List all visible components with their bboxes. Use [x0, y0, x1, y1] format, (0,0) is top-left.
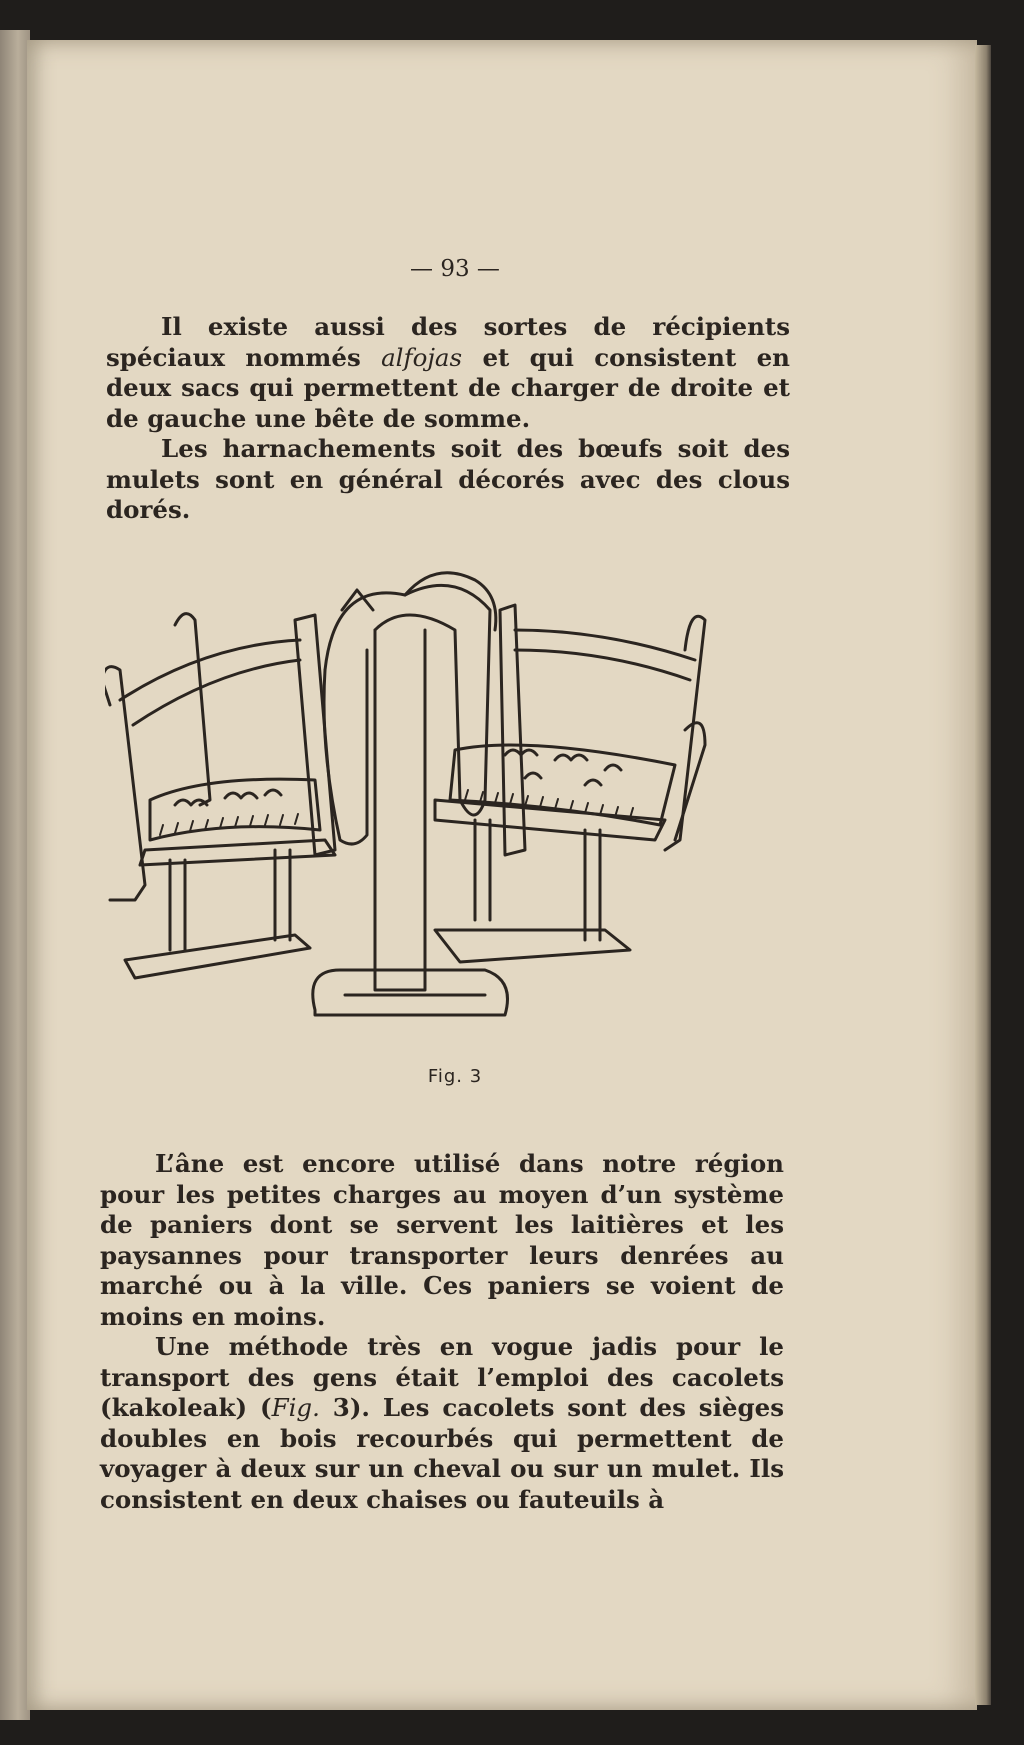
cacolet-illustration	[105, 550, 795, 1070]
paragraph-alfojas-start: Il existe aussi des sortes de récipients spéciaux nommés	[106, 312, 790, 372]
italic-fig-ref: Fig.	[271, 1393, 320, 1422]
italic-term-alfojas: alfojas	[381, 342, 463, 372]
page-edge-stack	[975, 45, 991, 1705]
paragraph-cacolets-start: Une méthode très en vogue jadis pour le transport des gens était l’emploi des cacolets (kakoleak) (	[100, 1332, 784, 1422]
paragraph-cacolets-end: 3). Les cacolets sont des sièges doubles en bois recourbés qui permettent de voyager à deux sur un cheval ou sur un mulet. Ils consistent en deux chaises ou fauteuils à	[100, 1393, 784, 1514]
paragraph-alfojas-end: et qui consistent en deux sacs qui permettent de charger de droite et de gauche une bête de somme.	[106, 342, 790, 433]
paragraph-cacolets	[100, 1332, 784, 1515]
left-page-edge	[0, 30, 30, 1720]
figure-caption: Fig. 3	[427, 1066, 483, 1087]
paragraph-alfojas	[106, 312, 790, 434]
paragraph-harnachements: Les harnachements soit des bœufs soit des mulets sont en général décorés avec des clous dorés.	[106, 434, 790, 524]
top-text	[106, 312, 790, 526]
bottom-text	[100, 1149, 784, 1515]
paragraph-ane: L’âne est encore utilisé dans notre région pour les petites charges au moyen d’un système de paniers dont se servent les laitières et les paysannes pour transporter leurs denrées au marché ou à la ville. Ces paniers se voient de moins en moins.	[100, 1149, 784, 1331]
page-number: — 93 —	[410, 256, 500, 282]
